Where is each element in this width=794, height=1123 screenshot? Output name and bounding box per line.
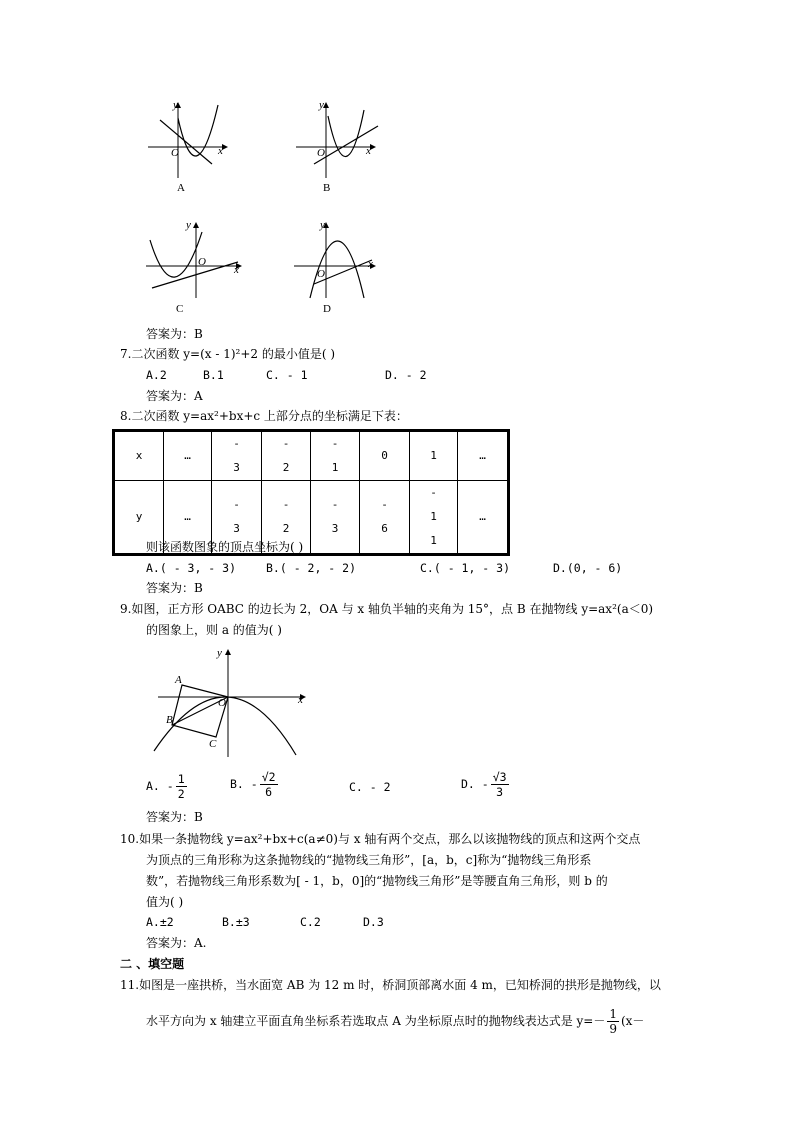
- q8-option-a: A.( - 3, - 3): [146, 561, 237, 575]
- table-cell: - 3: [212, 481, 262, 555]
- table-cell: …: [164, 431, 212, 481]
- table-cell: - 2: [262, 481, 311, 555]
- q10-option-d: D.3: [363, 915, 384, 929]
- fraction: $\frac{√3}{3}$: [492, 770, 507, 799]
- origin-label: O: [198, 256, 206, 268]
- fraction: $\frac{√2}{6}$: [261, 770, 276, 799]
- q9-option-c: C. - 2: [349, 780, 391, 794]
- q9-line1: 9.如图，正方形 OABC 的边长为 2，OA 与 x 轴负半轴的夹角为 15°，点 B 在抛物线 y=ax²(a＜0): [120, 602, 654, 616]
- q8-answer: 答案为：B: [146, 581, 203, 595]
- figure-label-d: D: [323, 303, 331, 315]
- table-cell: …: [164, 481, 212, 555]
- point-label-c: C: [209, 738, 217, 750]
- point-label-o: O: [218, 697, 226, 709]
- table-row-head: y: [114, 481, 164, 555]
- graph-option-a: [148, 100, 228, 180]
- q7-option-a: A.2: [146, 368, 167, 382]
- table-cell: …: [458, 431, 509, 481]
- figure-label-a: A: [177, 182, 185, 194]
- axis-y-label: y: [217, 647, 222, 659]
- table-cell: - 3: [212, 431, 262, 481]
- fraction: $\frac{1}{2}$: [177, 772, 185, 801]
- q7-answer: 答案为：A: [146, 389, 203, 403]
- table-cell: 0: [360, 431, 410, 481]
- q9-option-d-prefix: D. -: [461, 777, 489, 791]
- q8-stem: 8.二次函数 y=ax²+bx+c 上部分点的坐标满足下表：: [120, 409, 408, 423]
- q10-line4: 值为( ): [146, 895, 184, 909]
- q6-answer: 答案为：B: [146, 327, 203, 341]
- table-cell: - 2: [262, 431, 311, 481]
- origin-label: O: [317, 147, 325, 159]
- axis-y-label: y: [319, 99, 324, 111]
- graph-option-c: [146, 218, 242, 300]
- graph-option-d: [294, 218, 378, 300]
- axis-y-label: y: [173, 99, 178, 111]
- table-row-head: x: [114, 431, 164, 481]
- section-heading: 二 、填空题: [120, 957, 185, 971]
- q10-option-b: B.±3: [222, 915, 250, 929]
- q8-option-b: B.( - 2, - 2): [266, 561, 357, 575]
- q7-option-d: D. - 2: [385, 368, 427, 382]
- axis-x-label: x: [298, 694, 303, 706]
- q9-option-a: [146, 771, 189, 801]
- origin-label: O: [317, 268, 325, 280]
- axis-x-label: x: [234, 264, 239, 276]
- q9-option-b-prefix: B. -: [230, 777, 258, 791]
- table-cell: - 6: [360, 481, 410, 555]
- square-parabola-figure: [150, 645, 310, 765]
- fraction: $\frac{1}{9}$: [609, 1007, 617, 1036]
- table-cell: - 1 1: [410, 481, 458, 555]
- q10-answer: 答案为：A.: [146, 936, 207, 950]
- q10-line2: 为顶点的三角形称为这条抛物线的“抛物线三角形”，[a，b，c]称为“抛物线三角形系: [146, 853, 592, 867]
- q11-line2-text: 水平方向为 x 轴建立平面直角坐标系若选取点 A 为坐标原点时的抛物线表达式是 y=－: [146, 1014, 606, 1028]
- q10-option-a: A.±2: [146, 915, 174, 929]
- q9-option-d: [461, 769, 511, 799]
- q7-option-c: C. - 1: [266, 368, 308, 382]
- q8-option-c: C.( - 1, - 3): [420, 561, 511, 575]
- table-cell: - 1: [311, 431, 360, 481]
- q11-line1: 11.如图是一座拱桥，当水面宽 AB 为 12 m 时，桥洞顶部离水面 4 m，已知桥洞的拱形是抛物线，以: [120, 978, 661, 992]
- table-cell: - 3: [311, 481, 360, 555]
- axis-x-label: x: [218, 145, 223, 157]
- point-label-a: A: [175, 674, 182, 686]
- point-label-b: B: [166, 714, 173, 726]
- q10-option-c: C.2: [300, 915, 321, 929]
- origin-label: O: [171, 147, 179, 159]
- q7-stem: 7.二次函数 y=(x - 1)²+2 的最小值是( ): [120, 347, 336, 361]
- figure-label-b: B: [323, 182, 331, 194]
- graph-option-b: [296, 100, 376, 180]
- q9-option-b: [230, 769, 280, 799]
- table-cell: …: [458, 481, 509, 555]
- q9-option-a-prefix: A. -: [146, 779, 174, 793]
- axis-y-label: y: [320, 219, 325, 231]
- axis-x-label: x: [366, 145, 371, 157]
- q8-option-d: D.(0, - 6): [553, 561, 623, 575]
- q8-follow: 则该函数图象的顶点坐标为( ): [146, 540, 304, 554]
- q11-line2-tail: (x－: [620, 1014, 645, 1028]
- q7-option-b: B.1: [203, 368, 224, 382]
- q10-line3: 数”，若抛物线三角形系数为[ - 1，b，0]的“抛物线三角形”是等腰直角三角形，则 b 的: [146, 874, 608, 888]
- values-table: [112, 429, 510, 556]
- table-cell: 1: [410, 431, 458, 481]
- q9-answer: 答案为：B: [146, 810, 203, 824]
- q10-line1: 10.如果一条抛物线 y=ax²+bx+c(a≠0)与 x 轴有两个交点，那么以该抛物线的顶点和这两个交点: [120, 832, 641, 846]
- q11-line2: [146, 1006, 644, 1036]
- q9-line2: 的图象上，则 a 的值为( ): [146, 623, 282, 637]
- table-row: [114, 431, 509, 481]
- axis-y-label: y: [186, 219, 191, 231]
- figure-label-c: C: [176, 303, 184, 315]
- axis-x-label: x: [368, 258, 373, 270]
